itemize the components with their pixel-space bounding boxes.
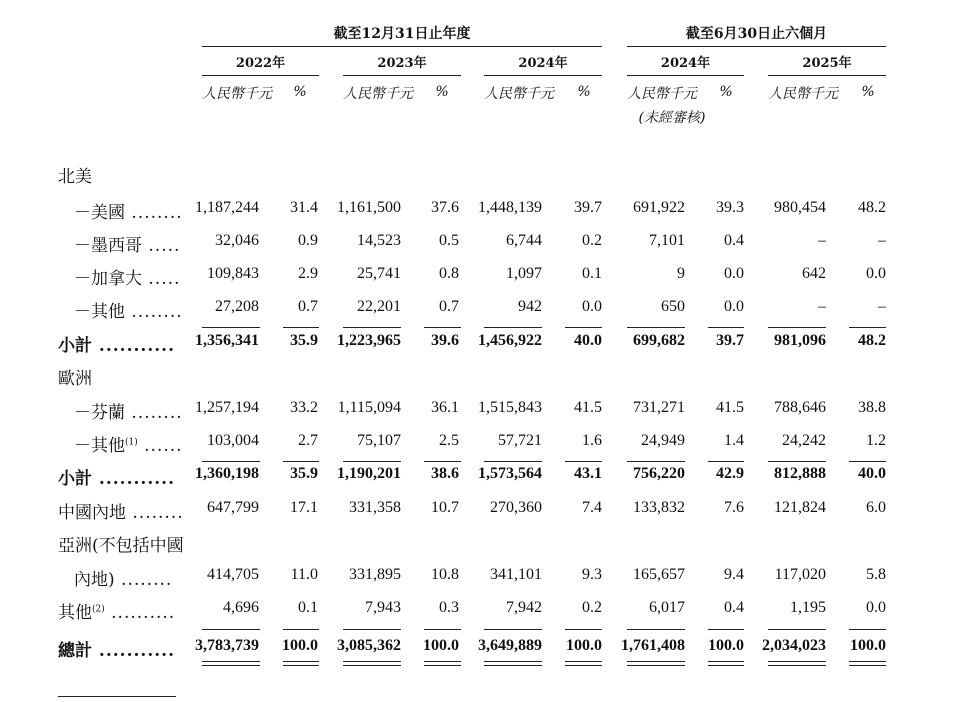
- cell-amount: 1,161,500: [337, 199, 401, 216]
- cell-amount: 3,085,362: [337, 637, 401, 654]
- rule-subtotal-europe: [484, 461, 542, 462]
- year-header: 2024年: [660, 56, 711, 71]
- cell-percent: 0.0: [724, 298, 744, 315]
- rule-subtotal-europe: [283, 461, 319, 462]
- cell-percent: 100.0: [282, 637, 318, 654]
- row-label-text: －其他: [74, 302, 125, 322]
- cell-amount: 22,201: [357, 298, 401, 315]
- cell-percent: 17.1: [290, 499, 318, 516]
- cell-percent: 37.6: [431, 199, 459, 216]
- cell-percent: 40.0: [858, 465, 886, 482]
- rule-total-top: [768, 629, 826, 630]
- rule-year: [202, 75, 319, 76]
- rule-total-top: [343, 629, 401, 630]
- rule-total-double-1: [565, 661, 602, 662]
- rule-total-double-1: [343, 661, 401, 662]
- cell-amount: 133,832: [633, 499, 685, 516]
- rule-year: [343, 75, 461, 76]
- cell-amount: 32,046: [215, 232, 259, 249]
- rule-subtotal-north-america: [627, 327, 685, 328]
- cell-percent: 10.7: [431, 499, 459, 516]
- unaudited-note: (未經審核): [638, 110, 706, 126]
- row-label-text: 小計: [58, 336, 92, 356]
- cell-percent: 40.0: [574, 332, 602, 349]
- rule-total-double-2: [343, 665, 401, 666]
- cell-amount: 103,004: [207, 432, 259, 449]
- rule-subtotal-north-america: [849, 327, 886, 328]
- rule-total-double-2: [424, 665, 461, 666]
- cell-percent: 39.7: [574, 199, 602, 216]
- cell-percent: 0.1: [298, 599, 318, 616]
- rule-total-double-1: [202, 661, 260, 662]
- cell-percent: 100.0: [850, 637, 886, 654]
- cell-amount: 1,356,341: [195, 332, 259, 349]
- cell-amount: 165,657: [633, 566, 685, 583]
- leader-dots: ...........: [92, 641, 176, 661]
- rule-year: [627, 75, 744, 76]
- unit-label: 人民幣千元: [484, 86, 554, 102]
- pct-label: %: [435, 84, 449, 100]
- rule-total-double-1: [708, 661, 744, 662]
- leader-dots: ...........: [92, 469, 176, 489]
- cell-amount: 27,208: [215, 298, 259, 315]
- row-label: [58, 498, 184, 523]
- rule-year: [768, 75, 886, 76]
- row-label-text: －加拿大: [74, 269, 142, 289]
- cell-amount: 788,646: [774, 399, 826, 416]
- row-label-text: －墨西哥: [74, 236, 142, 256]
- rule-total-top: [849, 629, 886, 630]
- rule-total-double-1: [627, 661, 685, 662]
- leader-dots: .....: [142, 269, 181, 289]
- cell-amount: 6,744: [506, 232, 542, 249]
- cell-percent: 1.2: [866, 432, 886, 449]
- cell-amount: 812,888: [774, 465, 826, 482]
- cell-amount: 647,799: [207, 499, 259, 516]
- rule-total-top: [627, 629, 685, 630]
- cell-amount: 650: [661, 298, 685, 315]
- cell-percent: 35.9: [290, 332, 318, 349]
- cell-percent: 1.4: [724, 432, 744, 449]
- cell-amount: 4,696: [223, 599, 259, 616]
- rule-total-double-2: [484, 665, 542, 666]
- cell-percent: 39.7: [716, 332, 744, 349]
- cell-percent: 31.4: [290, 199, 318, 216]
- cell-percent: 0.0: [866, 599, 886, 616]
- rule-total-double-2: [708, 665, 744, 666]
- cell-amount: 1,456,922: [478, 332, 542, 349]
- cell-percent: 39.3: [716, 199, 744, 216]
- row-label-text: －美國: [74, 203, 125, 223]
- rule-total-double-1: [768, 661, 826, 662]
- unit-label: 人民幣千元: [343, 86, 413, 102]
- row-label-text: －芬蘭: [74, 403, 125, 423]
- cell-amount: 1,195: [790, 599, 826, 616]
- cell-amount: 731,271: [633, 399, 685, 416]
- cell-percent: –: [878, 232, 886, 249]
- rule-subtotal-europe: [627, 461, 685, 462]
- rule-header-group-a: [202, 46, 602, 47]
- rule-total-double-1: [283, 661, 319, 662]
- cell-amount: 270,360: [490, 499, 542, 516]
- cell-amount: 109,843: [207, 265, 259, 282]
- rule-subtotal-europe: [202, 461, 260, 462]
- rule-total-double-1: [849, 661, 886, 662]
- pct-label: %: [577, 84, 591, 100]
- rule-total-double-1: [424, 661, 461, 662]
- rule-subtotal-north-america: [484, 327, 542, 328]
- cell-percent: 0.2: [582, 599, 602, 616]
- cell-amount: 756,220: [633, 465, 685, 482]
- cell-amount: 1,448,139: [478, 199, 542, 216]
- cell-amount: –: [818, 298, 826, 315]
- cell-amount: 7,943: [365, 599, 401, 616]
- cell-amount: 121,824: [774, 499, 826, 516]
- row-label-text: 中國內地: [58, 503, 126, 523]
- cell-amount: 980,454: [774, 199, 826, 216]
- cell-amount: 414,705: [207, 566, 259, 583]
- cell-amount: 691,922: [633, 199, 685, 216]
- cell-amount: 1,187,244: [195, 199, 259, 216]
- footnote-marker: (1): [125, 437, 138, 448]
- cell-percent: 41.5: [574, 399, 602, 416]
- rule-total-double-2: [849, 665, 886, 666]
- rule-subtotal-europe: [565, 461, 602, 462]
- rule-subtotal-north-america: [708, 327, 744, 328]
- cell-percent: 2.5: [439, 432, 459, 449]
- rule-subtotal-north-america: [343, 327, 401, 328]
- cell-percent: 6.0: [866, 499, 886, 516]
- cell-percent: 38.8: [858, 399, 886, 416]
- rule-subtotal-north-america: [768, 327, 826, 328]
- row-label: [74, 231, 180, 256]
- rule-subtotal-north-america: [424, 327, 461, 328]
- cell-percent: 100.0: [708, 637, 744, 654]
- leader-dots: ......: [137, 436, 183, 456]
- cell-amount: 1,761,408: [621, 637, 685, 654]
- row-label-text: －其他: [74, 436, 125, 456]
- cell-amount: 1,573,564: [478, 465, 542, 482]
- cell-amount: 1,515,843: [478, 399, 542, 416]
- cell-amount: 14,523: [357, 232, 401, 249]
- cell-percent: 0.4: [724, 599, 744, 616]
- header-six-months: 截至6月30日止六個月: [685, 26, 828, 42]
- row-label: [74, 198, 183, 223]
- cell-percent: –: [878, 298, 886, 315]
- cell-percent: 48.2: [858, 332, 886, 349]
- cell-percent: 48.2: [858, 199, 886, 216]
- rule-total-double-1: [484, 661, 542, 662]
- unit-label: 人民幣千元: [627, 86, 697, 102]
- cell-percent: 0.3: [439, 599, 459, 616]
- leader-dots: ..........: [104, 603, 176, 623]
- unit-label: 人民幣千元: [202, 86, 272, 102]
- cell-percent: 2.7: [298, 432, 318, 449]
- row-label: [74, 565, 172, 590]
- cell-percent: 35.9: [290, 465, 318, 482]
- row-label-text: 內地): [74, 570, 115, 590]
- row-label-text: 其他: [58, 603, 92, 623]
- leader-dots: .....: [142, 236, 181, 256]
- row-label: [58, 636, 175, 661]
- cell-amount: 24,949: [641, 432, 685, 449]
- rule-total-top: [565, 629, 602, 630]
- cell-amount: 24,242: [782, 432, 826, 449]
- cell-percent: 10.8: [431, 566, 459, 583]
- cell-amount: 1,223,965: [337, 332, 401, 349]
- year-header: 2024年: [518, 56, 568, 71]
- rule-total-double-2: [627, 665, 685, 666]
- cell-percent: 5.8: [866, 566, 886, 583]
- cell-percent: 39.6: [431, 332, 459, 349]
- cell-amount: 1,190,201: [337, 465, 401, 482]
- leader-dots: ........: [125, 403, 183, 423]
- cell-percent: 9.4: [724, 566, 744, 583]
- leader-dots: ...........: [92, 336, 176, 356]
- rule-total-top: [283, 629, 319, 630]
- cell-percent: 0.0: [724, 265, 744, 282]
- rule-total-double-2: [565, 665, 602, 666]
- leader-dots: ........: [114, 570, 173, 590]
- cell-percent: 0.9: [298, 232, 318, 249]
- row-label-text: 亞洲(不包括中國: [58, 536, 184, 556]
- pct-label: %: [861, 84, 875, 100]
- cell-amount: 3,783,739: [195, 637, 259, 654]
- cell-percent: 0.8: [439, 265, 459, 282]
- cell-amount: 2,034,023: [762, 637, 826, 654]
- cell-percent: 0.7: [298, 298, 318, 315]
- unit-label: 人民幣千元: [768, 86, 838, 102]
- row-label-text: 北美: [58, 167, 92, 187]
- rule-total-double-2: [768, 665, 826, 666]
- rule-total-top: [708, 629, 744, 630]
- cell-percent: 42.9: [716, 465, 744, 482]
- cell-amount: 1,257,194: [195, 399, 259, 416]
- row-label: [58, 598, 175, 623]
- cell-amount: 341,101: [490, 566, 542, 583]
- cell-amount: 331,895: [349, 566, 401, 583]
- rule-year: [484, 75, 602, 76]
- cell-percent: 43.1: [574, 465, 602, 482]
- footnote-marker: (2): [92, 604, 105, 615]
- footnote-separator: [58, 696, 176, 697]
- cell-amount: 7,101: [649, 232, 685, 249]
- rule-total-top: [202, 629, 260, 630]
- cell-amount: 1,115,094: [337, 399, 401, 416]
- year-header: 2023年: [377, 56, 427, 71]
- cell-amount: 642: [802, 265, 826, 282]
- cell-amount: 25,741: [357, 265, 401, 282]
- cell-amount: 942: [518, 298, 542, 315]
- rule-total-top: [424, 629, 461, 630]
- cell-amount: –: [818, 232, 826, 249]
- header-fiscal-year: 截至12月31日止年度: [333, 26, 471, 42]
- cell-amount: 1,097: [506, 265, 542, 282]
- row-label: [74, 297, 183, 322]
- rule-subtotal-north-america: [202, 327, 260, 328]
- row-label: [58, 531, 184, 556]
- cell-percent: 100.0: [423, 637, 459, 654]
- cell-percent: 0.4: [724, 232, 744, 249]
- cell-amount: 9: [677, 265, 685, 282]
- leader-dots: ........: [126, 503, 184, 523]
- rule-total-double-2: [283, 665, 319, 666]
- cell-percent: 0.1: [582, 265, 602, 282]
- row-label: [58, 331, 175, 356]
- row-label: [58, 162, 92, 187]
- cell-amount: 7,942: [506, 599, 542, 616]
- cell-percent: 0.0: [866, 265, 886, 282]
- rule-subtotal-europe: [849, 461, 886, 462]
- cell-percent: 41.5: [716, 399, 744, 416]
- rule-subtotal-north-america: [283, 327, 319, 328]
- cell-percent: 7.6: [724, 499, 744, 516]
- cell-percent: 0.7: [439, 298, 459, 315]
- rule-subtotal-europe: [708, 461, 744, 462]
- rule-subtotal-europe: [343, 461, 401, 462]
- year-header: 2022年: [235, 56, 286, 71]
- cell-percent: 7.4: [582, 499, 602, 516]
- cell-percent: 11.0: [290, 566, 318, 583]
- cell-percent: 0.5: [439, 232, 459, 249]
- cell-amount: 1,360,198: [195, 465, 259, 482]
- rule-subtotal-europe: [768, 461, 826, 462]
- rule-total-double-2: [202, 665, 260, 666]
- cell-percent: 38.6: [431, 465, 459, 482]
- cell-amount: 331,358: [349, 499, 401, 516]
- rule-header-group-b: [627, 46, 886, 47]
- leader-dots: ........: [125, 203, 183, 223]
- cell-percent: 2.9: [298, 265, 318, 282]
- cell-amount: 3,649,889: [478, 637, 542, 654]
- row-label: [58, 464, 175, 489]
- cell-amount: 117,020: [774, 566, 826, 583]
- cell-amount: 75,107: [357, 432, 401, 449]
- row-label-text: 總計: [58, 641, 92, 661]
- pct-label: %: [719, 84, 733, 100]
- row-label: [58, 364, 92, 389]
- pct-label: %: [293, 84, 307, 100]
- rule-subtotal-europe: [424, 461, 461, 462]
- cell-percent: 33.2: [290, 399, 318, 416]
- row-label: [74, 398, 183, 423]
- cell-percent: 36.1: [431, 399, 459, 416]
- rule-total-top: [484, 629, 542, 630]
- cell-percent: 0.0: [582, 298, 602, 315]
- cell-amount: 981,096: [774, 332, 826, 349]
- cell-amount: 6,017: [649, 599, 685, 616]
- cell-percent: 9.3: [582, 566, 602, 583]
- cell-amount: 699,682: [633, 332, 685, 349]
- row-label: [74, 264, 180, 289]
- row-label-text: 歐洲: [58, 369, 92, 389]
- year-header: 2025年: [802, 56, 852, 71]
- cell-percent: 0.2: [582, 232, 602, 249]
- row-label: [74, 431, 183, 456]
- cell-percent: 1.6: [582, 432, 602, 449]
- cell-amount: 57,721: [498, 432, 542, 449]
- leader-dots: ........: [125, 302, 183, 322]
- cell-percent: 100.0: [566, 637, 602, 654]
- rule-subtotal-north-america: [565, 327, 602, 328]
- row-label-text: 小計: [58, 469, 92, 489]
